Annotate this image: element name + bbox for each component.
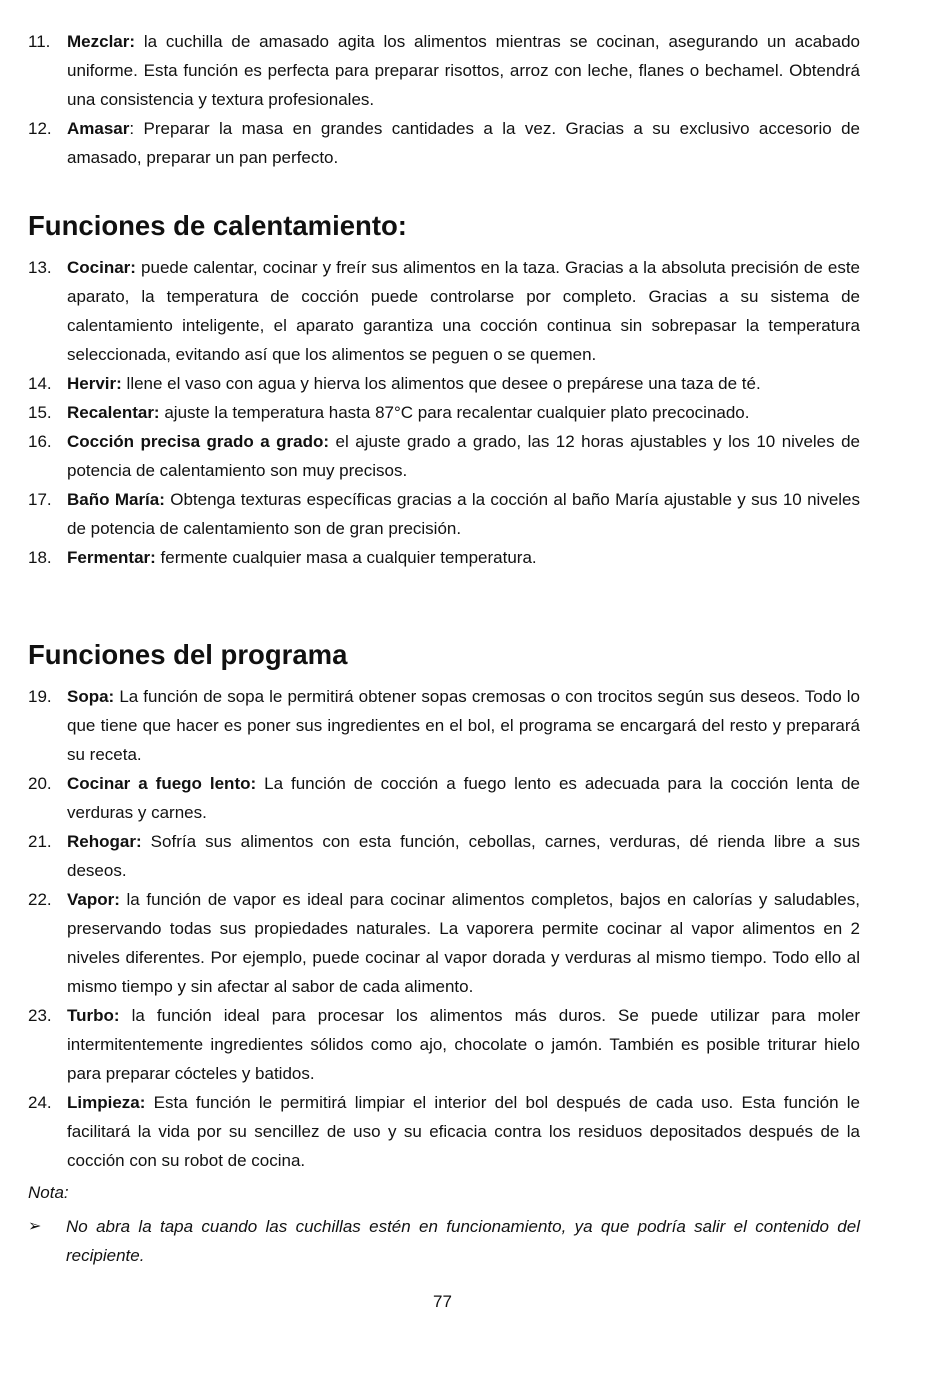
item-number: 21.: [28, 832, 52, 851]
item-term: Baño María:: [67, 490, 165, 509]
item-term: Turbo:: [67, 1006, 120, 1025]
item-term: Cocción precisa grado a grado:: [67, 432, 330, 451]
list-item: [28, 682, 860, 769]
item-number: 15.: [28, 403, 52, 422]
list-item: [28, 27, 860, 114]
list-item: [28, 827, 860, 885]
item-number: 19.: [28, 687, 52, 706]
item-number: 18.: [28, 548, 52, 567]
item-description: La función de cocción a fuego lento es adecuada para la cocción lenta de verduras y carnes.: [67, 774, 860, 822]
item-number: 23.: [28, 1006, 52, 1025]
note-item: [28, 1212, 860, 1270]
item-number: 12.: [28, 119, 52, 138]
section-heading-program: Funciones del programa: [28, 639, 348, 670]
item-term: Sopa:: [67, 687, 115, 706]
item-description: la función ideal para procesar los alimentos más duros. Se puede utilizar para moler intermitentemente ingredientes sólidos como ajo, chocolate o jamón. También es posible triturar hielo para preparar cócteles y batidos.: [67, 1006, 860, 1083]
item-description: Obtenga texturas específicas gracias a la cocción al baño María ajustable y sus 10 niveles de potencia de calentamiento son de gran precisión.: [67, 490, 861, 538]
list-item: [28, 885, 860, 1001]
item-term: Limpieza:: [67, 1093, 146, 1112]
list-item: [28, 1001, 860, 1088]
item-description: ajuste la temperatura hasta 87°C para recalentar cualquier plato precocinado.: [159, 403, 750, 422]
item-number: 14.: [28, 374, 52, 393]
list-item: [28, 369, 860, 398]
list-item: [28, 114, 860, 172]
item-number: 20.: [28, 774, 52, 793]
item-term: Rehogar:: [67, 832, 142, 851]
list-item: [28, 769, 860, 827]
item-description: Esta función le permitirá limpiar el interior del bol después de cada uso. Esta función le facilitará la vida por su sencillez de uso y su eficacia contra los residuos depositados después de la cocción con su robot de cocina.: [67, 1093, 860, 1170]
list-item: [28, 398, 860, 427]
arrow-bullet-icon: ➢: [28, 1218, 42, 1235]
item-term: Cocinar a fuego lento:: [67, 774, 257, 793]
item-term: Vapor:: [67, 890, 120, 909]
item-term: Recalentar:: [67, 403, 160, 422]
instruction-list-heating: [28, 253, 860, 572]
item-description: el ajuste grado a grado, las 12 horas ajustables y los 10 niveles de potencia de calentamiento son muy precisos.: [67, 432, 861, 480]
item-description: La función de sopa le permitirá obtener sopas cremosas o con trocitos según sus deseos. Todo lo que tiene que hacer es poner sus ingredientes en el bol, el programa se encargará del resto y preparará su receta.: [67, 687, 860, 764]
note-text: No abra la tapa cuando las cuchillas estén en funcionamiento, ya que podría salir el contenido del recipiente.: [66, 1217, 860, 1265]
item-description: : Preparar la masa en grandes cantidades a la vez. Gracias a su exclusivo accesorio de amasado, preparar un pan perfecto.: [67, 119, 860, 167]
list-item: [28, 253, 860, 369]
item-number: 11.: [28, 32, 51, 51]
item-description: la cuchilla de amasado agita los alimentos mientras se cocinan, asegurando un acabado uniforme. Esta función es perfecta para preparar risottos, arroz con leche, flanes o bechamel. Obtendrá una consistencia y textura profesionales.: [67, 32, 860, 109]
instruction-list-program: [28, 682, 860, 1175]
list-item: [28, 485, 860, 543]
item-term: Mezclar:: [67, 32, 136, 51]
section-heading-heating: Funciones de calentamiento:: [28, 210, 407, 241]
item-number: 16.: [28, 432, 52, 451]
item-term: Cocinar:: [67, 258, 136, 277]
item-term: Fermentar:: [67, 548, 156, 567]
item-description: la función de vapor es ideal para cocinar alimentos completos, bajos en calorías y saludables, preservando todas sus propiedades naturales. La vaporera permite cocinar al vapor alimentos en 2 niveles diferentes. Por ejemplo, puede cocinar al vapor dorada y verduras al mismo tiempo. Todo ello al mismo tiempo y sin afectar al sabor de cada alimento.: [67, 890, 860, 996]
item-description: puede calentar, cocinar y freír sus alimentos en la taza. Gracias a la absoluta precisión de este aparato, la temperatura de cocción puede controlarse por completo. Gracias a su sistema de calentamiento inteligente, el aparato garantiza una cocción continua sin sobrepasar la temperatura seleccionada, evitando así que los alimentos se peguen o se quemen.: [67, 258, 860, 364]
item-number: 24.: [28, 1093, 52, 1112]
item-number: 22.: [28, 890, 52, 909]
list-item: [28, 543, 860, 572]
list-item: [28, 1088, 860, 1175]
item-term: Amasar: [67, 119, 130, 138]
page-number: 77: [433, 1292, 452, 1311]
item-description: fermente cualquier masa a cualquier temperatura.: [155, 548, 537, 567]
instruction-list-mixing: [28, 27, 860, 172]
item-description: llene el vaso con agua y hierva los alimentos que desee o prepárese una taza de té.: [121, 374, 761, 393]
list-item: [28, 427, 860, 485]
item-description: Sofría sus alimentos con esta función, cebollas, carnes, verduras, dé rienda libre a sus deseos.: [67, 832, 860, 880]
item-term: Hervir:: [67, 374, 122, 393]
note-label: Nota:: [28, 1183, 69, 1202]
item-number: 17.: [28, 490, 52, 509]
item-number: 13.: [28, 258, 52, 277]
